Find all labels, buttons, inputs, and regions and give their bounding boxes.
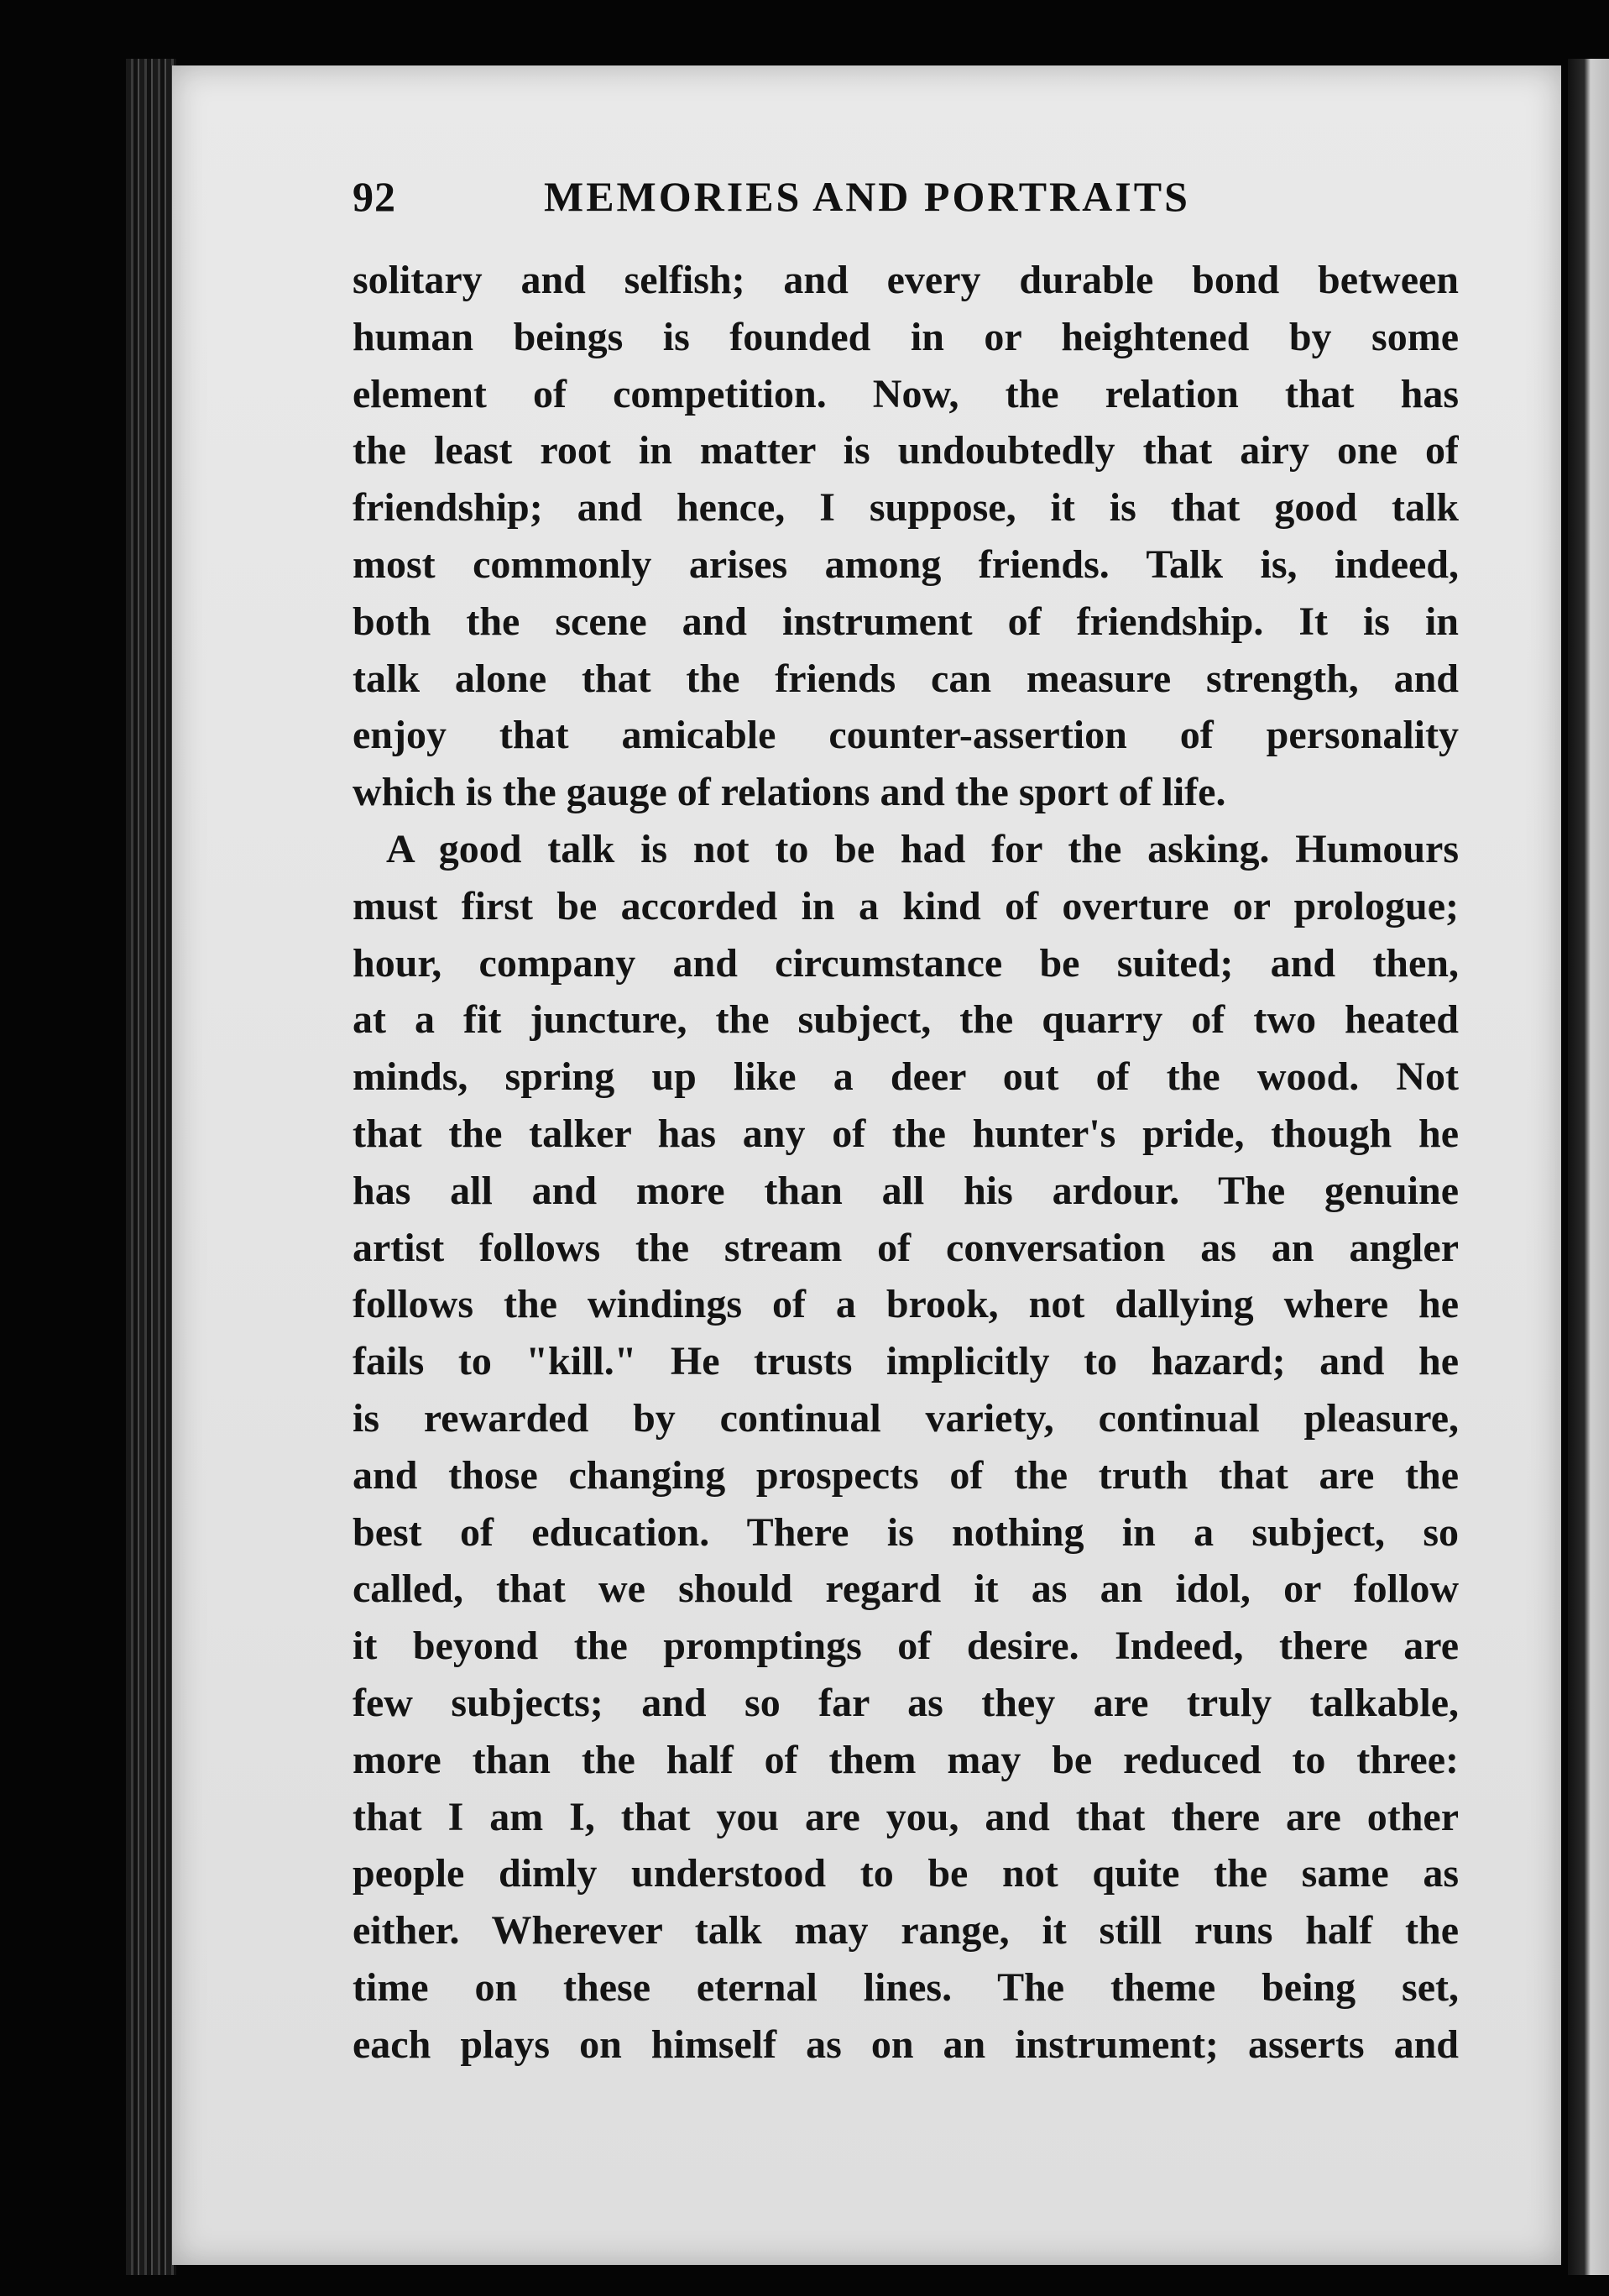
paragraph-end-line: which is the gauge of relations and the sport of life. [353, 770, 1226, 815]
text-line: time on these eternal lines. The theme being set, [353, 1964, 1459, 2010]
binding-gutter [126, 59, 176, 2275]
facing-page-edge [1568, 59, 1609, 2275]
text-line: most commonly arises among friends. Talk is, indeed, [353, 541, 1459, 587]
text-line: the least root in matter is undoubtedly that airy one of [353, 428, 1459, 473]
text-line: called, that we should regard it as an idol, or follow [353, 1566, 1459, 1612]
body-text [353, 252, 1459, 2074]
text-line: minds, spring up like a deer out of the wood. Not [353, 1054, 1459, 1100]
text-line: follows the windings of a brook, not dallying where he [353, 1282, 1459, 1327]
text-line: friendship; and hence, I suppose, it is that good talk [353, 485, 1459, 531]
text-line: few subjects; and so far as they are truly talkable, [353, 1680, 1459, 1725]
text-line: either. Wherever talk may range, it still runs half the [353, 1908, 1459, 1953]
page-number: 92 [353, 173, 396, 220]
text-line: human beings is founded in or heightened by some [353, 314, 1459, 359]
text-line: and those changing prospects of the truth that are the [353, 1452, 1459, 1498]
text-line: element of competition. Now, the relation that has [353, 371, 1459, 416]
text-line: each plays on himself as on an instrument; asserts and [353, 2021, 1459, 2067]
text-line: that I am I, that you are you, and that there are other [353, 1794, 1459, 1839]
text-line: both the scene and instrument of friendship. It is in [353, 599, 1459, 644]
text-line: artist follows the stream of conversation as an angler [353, 1225, 1459, 1270]
text-line: that the talker has any of the hunter's pride, though he [353, 1111, 1459, 1156]
text-line: fails to "kill." He trusts implicitly to hazard; and he [353, 1339, 1459, 1384]
text-line: solitary and selfish; and every durable bond between [353, 258, 1459, 302]
running-head: MEMORIES AND PORTRAITS [544, 173, 1190, 220]
text-line: more than the half of them may be reduced to three: [353, 1737, 1459, 1782]
text-line: at a fit juncture, the subject, the quarry of two heated [353, 997, 1459, 1043]
text-line: it beyond the promptings of desire. Indeed, there are [353, 1624, 1459, 1669]
text-line: is rewarded by continual variety, continual pleasure, [353, 1395, 1459, 1441]
text-line: people dimly understood to be not quite the same as [353, 1851, 1459, 1896]
text-line: has all and more than all his ardour. The genuine [353, 1168, 1459, 1213]
text-line: enjoy that amicable counter-assertion of personality [353, 713, 1459, 758]
paragraph-start-line: A good talk is not to be had for the asking. Humours [386, 826, 1459, 871]
page-header [353, 172, 1276, 231]
text-line: hour, company and circumstance be suited; and then, [353, 940, 1459, 986]
text-line: must first be accorded in a kind of overture or prologue; [353, 883, 1459, 928]
text-line: talk alone that the friends can measure strength, and [353, 656, 1459, 701]
text-line: best of education. There is nothing in a subject, so [353, 1509, 1459, 1555]
